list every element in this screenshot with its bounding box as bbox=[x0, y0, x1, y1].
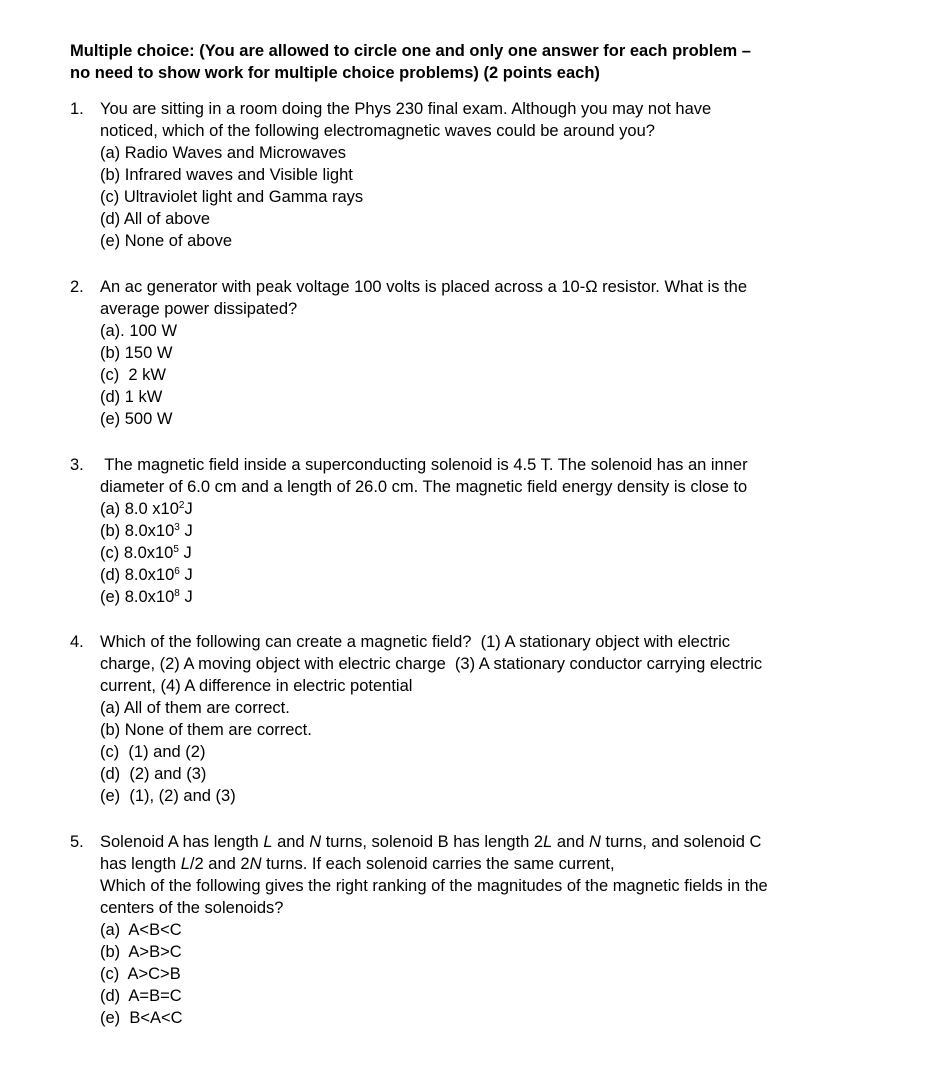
question-4 bbox=[70, 631, 850, 807]
answer-option-b[interactable]: (b) None of them are correct. bbox=[100, 721, 312, 739]
option-exponent: 5 bbox=[173, 544, 179, 555]
option-exponent: 3 bbox=[174, 522, 180, 533]
option-unit: J bbox=[184, 500, 193, 518]
answer-option-d[interactable]: (d) All of above bbox=[100, 210, 211, 228]
option-unit: J bbox=[179, 522, 193, 540]
variable-l: L bbox=[263, 833, 273, 851]
answer-option-e[interactable] bbox=[100, 586, 850, 608]
question-text-line: centers of the solenoids? bbox=[100, 899, 284, 917]
variable-l: L bbox=[543, 833, 553, 851]
answer-option-e[interactable]: (e) (1), (2) and (3) bbox=[100, 787, 236, 805]
text-run: /2 and 2 bbox=[189, 855, 250, 873]
option-base: (c) 8.0x10 bbox=[100, 544, 174, 562]
question-text-line: An ac generator with peak voltage 100 volts is placed across a 10-Ω resistor. What is the bbox=[100, 278, 747, 296]
question-text-line: diameter of 6.0 cm and a length of 26.0 cm. The magnetic field energy density is close to bbox=[100, 478, 748, 496]
answer-option-b[interactable] bbox=[100, 520, 850, 542]
text-run: turns, and solenoid C bbox=[600, 833, 762, 851]
question-text-line: The magnetic field inside a superconducting solenoid is 4.5 T. The solenoid has an inner bbox=[100, 456, 748, 474]
text-run: Solenoid A has length bbox=[100, 833, 264, 851]
option-base: (e) 8.0x10 bbox=[100, 588, 175, 606]
option-unit: J bbox=[179, 588, 193, 606]
option-exponent: 8 bbox=[174, 588, 180, 599]
question-text-line: noticed, which of the following electromagnetic waves could be around you? bbox=[100, 122, 655, 140]
heading-line-2: no need to show work for multiple choice problems) (2 points each) bbox=[70, 64, 600, 82]
question-number: 5. bbox=[70, 833, 84, 851]
question-1 bbox=[70, 98, 850, 252]
option-base: (b) 8.0x10 bbox=[100, 522, 175, 540]
option-unit: J bbox=[178, 544, 192, 562]
answer-option-d[interactable]: (d) A=B=C bbox=[100, 987, 182, 1005]
variable-l: L bbox=[180, 855, 190, 873]
answer-option-b[interactable]: (b) A>B>C bbox=[100, 943, 182, 961]
answer-option-b[interactable]: (b) 150 W bbox=[100, 344, 173, 362]
question-text-line: Which of the following gives the right ranking of the magnitudes of the magnetic fields in the bbox=[100, 877, 768, 895]
question-3 bbox=[70, 454, 850, 608]
variable-n: N bbox=[589, 833, 601, 851]
question-number: 4. bbox=[70, 633, 84, 651]
answer-option-a[interactable] bbox=[100, 498, 850, 520]
question-text-line: current, (4) A difference in electric potential bbox=[100, 677, 413, 695]
question-number: 2. bbox=[70, 278, 84, 296]
question-text-line bbox=[100, 853, 850, 875]
option-base: (a) 8.0 x10 bbox=[100, 500, 179, 518]
question-number: 3. bbox=[70, 456, 84, 474]
option-exponent: 6 bbox=[174, 566, 180, 577]
question-text-line: You are sitting in a room doing the Phys 230 final exam. Although you may not have bbox=[100, 100, 712, 118]
answer-option-a[interactable]: (a) Radio Waves and Microwaves bbox=[100, 144, 347, 162]
question-text-line: average power dissipated? bbox=[100, 300, 298, 318]
answer-option-d[interactable] bbox=[100, 564, 850, 586]
question-text-line bbox=[100, 831, 850, 853]
variable-n: N bbox=[249, 855, 262, 873]
heading-line-1: Multiple choice: (You are allowed to circle one and only one answer for each problem – bbox=[70, 42, 751, 60]
answer-option-a[interactable]: (a) All of them are correct. bbox=[100, 699, 290, 717]
option-exponent: 2 bbox=[178, 500, 185, 511]
text-run: turns, solenoid B has length 2 bbox=[321, 833, 544, 851]
answer-option-e[interactable]: (e) None of above bbox=[100, 232, 233, 250]
section-heading bbox=[70, 40, 850, 84]
answer-option-c[interactable]: (c) 2 kW bbox=[100, 366, 166, 384]
text-run: turns. If each solenoid carries the same current, bbox=[261, 855, 615, 873]
answer-option-e[interactable]: (e) B<A<C bbox=[100, 1009, 183, 1027]
answer-option-a[interactable]: (a) A<B<C bbox=[100, 921, 182, 939]
answer-option-c[interactable]: (c) A>C>B bbox=[100, 965, 181, 983]
answer-option-a[interactable]: (a). 100 W bbox=[100, 322, 178, 340]
answer-option-c[interactable]: (c) (1) and (2) bbox=[100, 743, 206, 761]
text-run: and bbox=[272, 833, 310, 851]
text-run: and bbox=[552, 833, 589, 851]
question-2 bbox=[70, 276, 850, 430]
variable-n: N bbox=[309, 833, 322, 851]
text-run: has length bbox=[100, 855, 181, 873]
answer-option-b[interactable]: (b) Infrared waves and Visible light bbox=[100, 166, 353, 184]
answer-option-d[interactable]: (d) 1 kW bbox=[100, 388, 163, 406]
answer-option-e[interactable]: (e) 500 W bbox=[100, 410, 173, 428]
question-number: 1. bbox=[70, 100, 84, 118]
option-unit: J bbox=[179, 566, 193, 584]
answer-option-d[interactable]: (d) (2) and (3) bbox=[100, 765, 207, 783]
answer-option-c[interactable] bbox=[100, 542, 850, 564]
option-base: (d) 8.0x10 bbox=[100, 566, 175, 584]
question-5 bbox=[70, 831, 850, 1029]
answer-option-c[interactable]: (c) Ultraviolet light and Gamma rays bbox=[100, 188, 364, 206]
question-text-line: Which of the following can create a magnetic field? (1) A stationary object with electric bbox=[100, 633, 731, 651]
question-text-line: charge, (2) A moving object with electric charge (3) A stationary conductor carrying electric bbox=[100, 655, 763, 673]
